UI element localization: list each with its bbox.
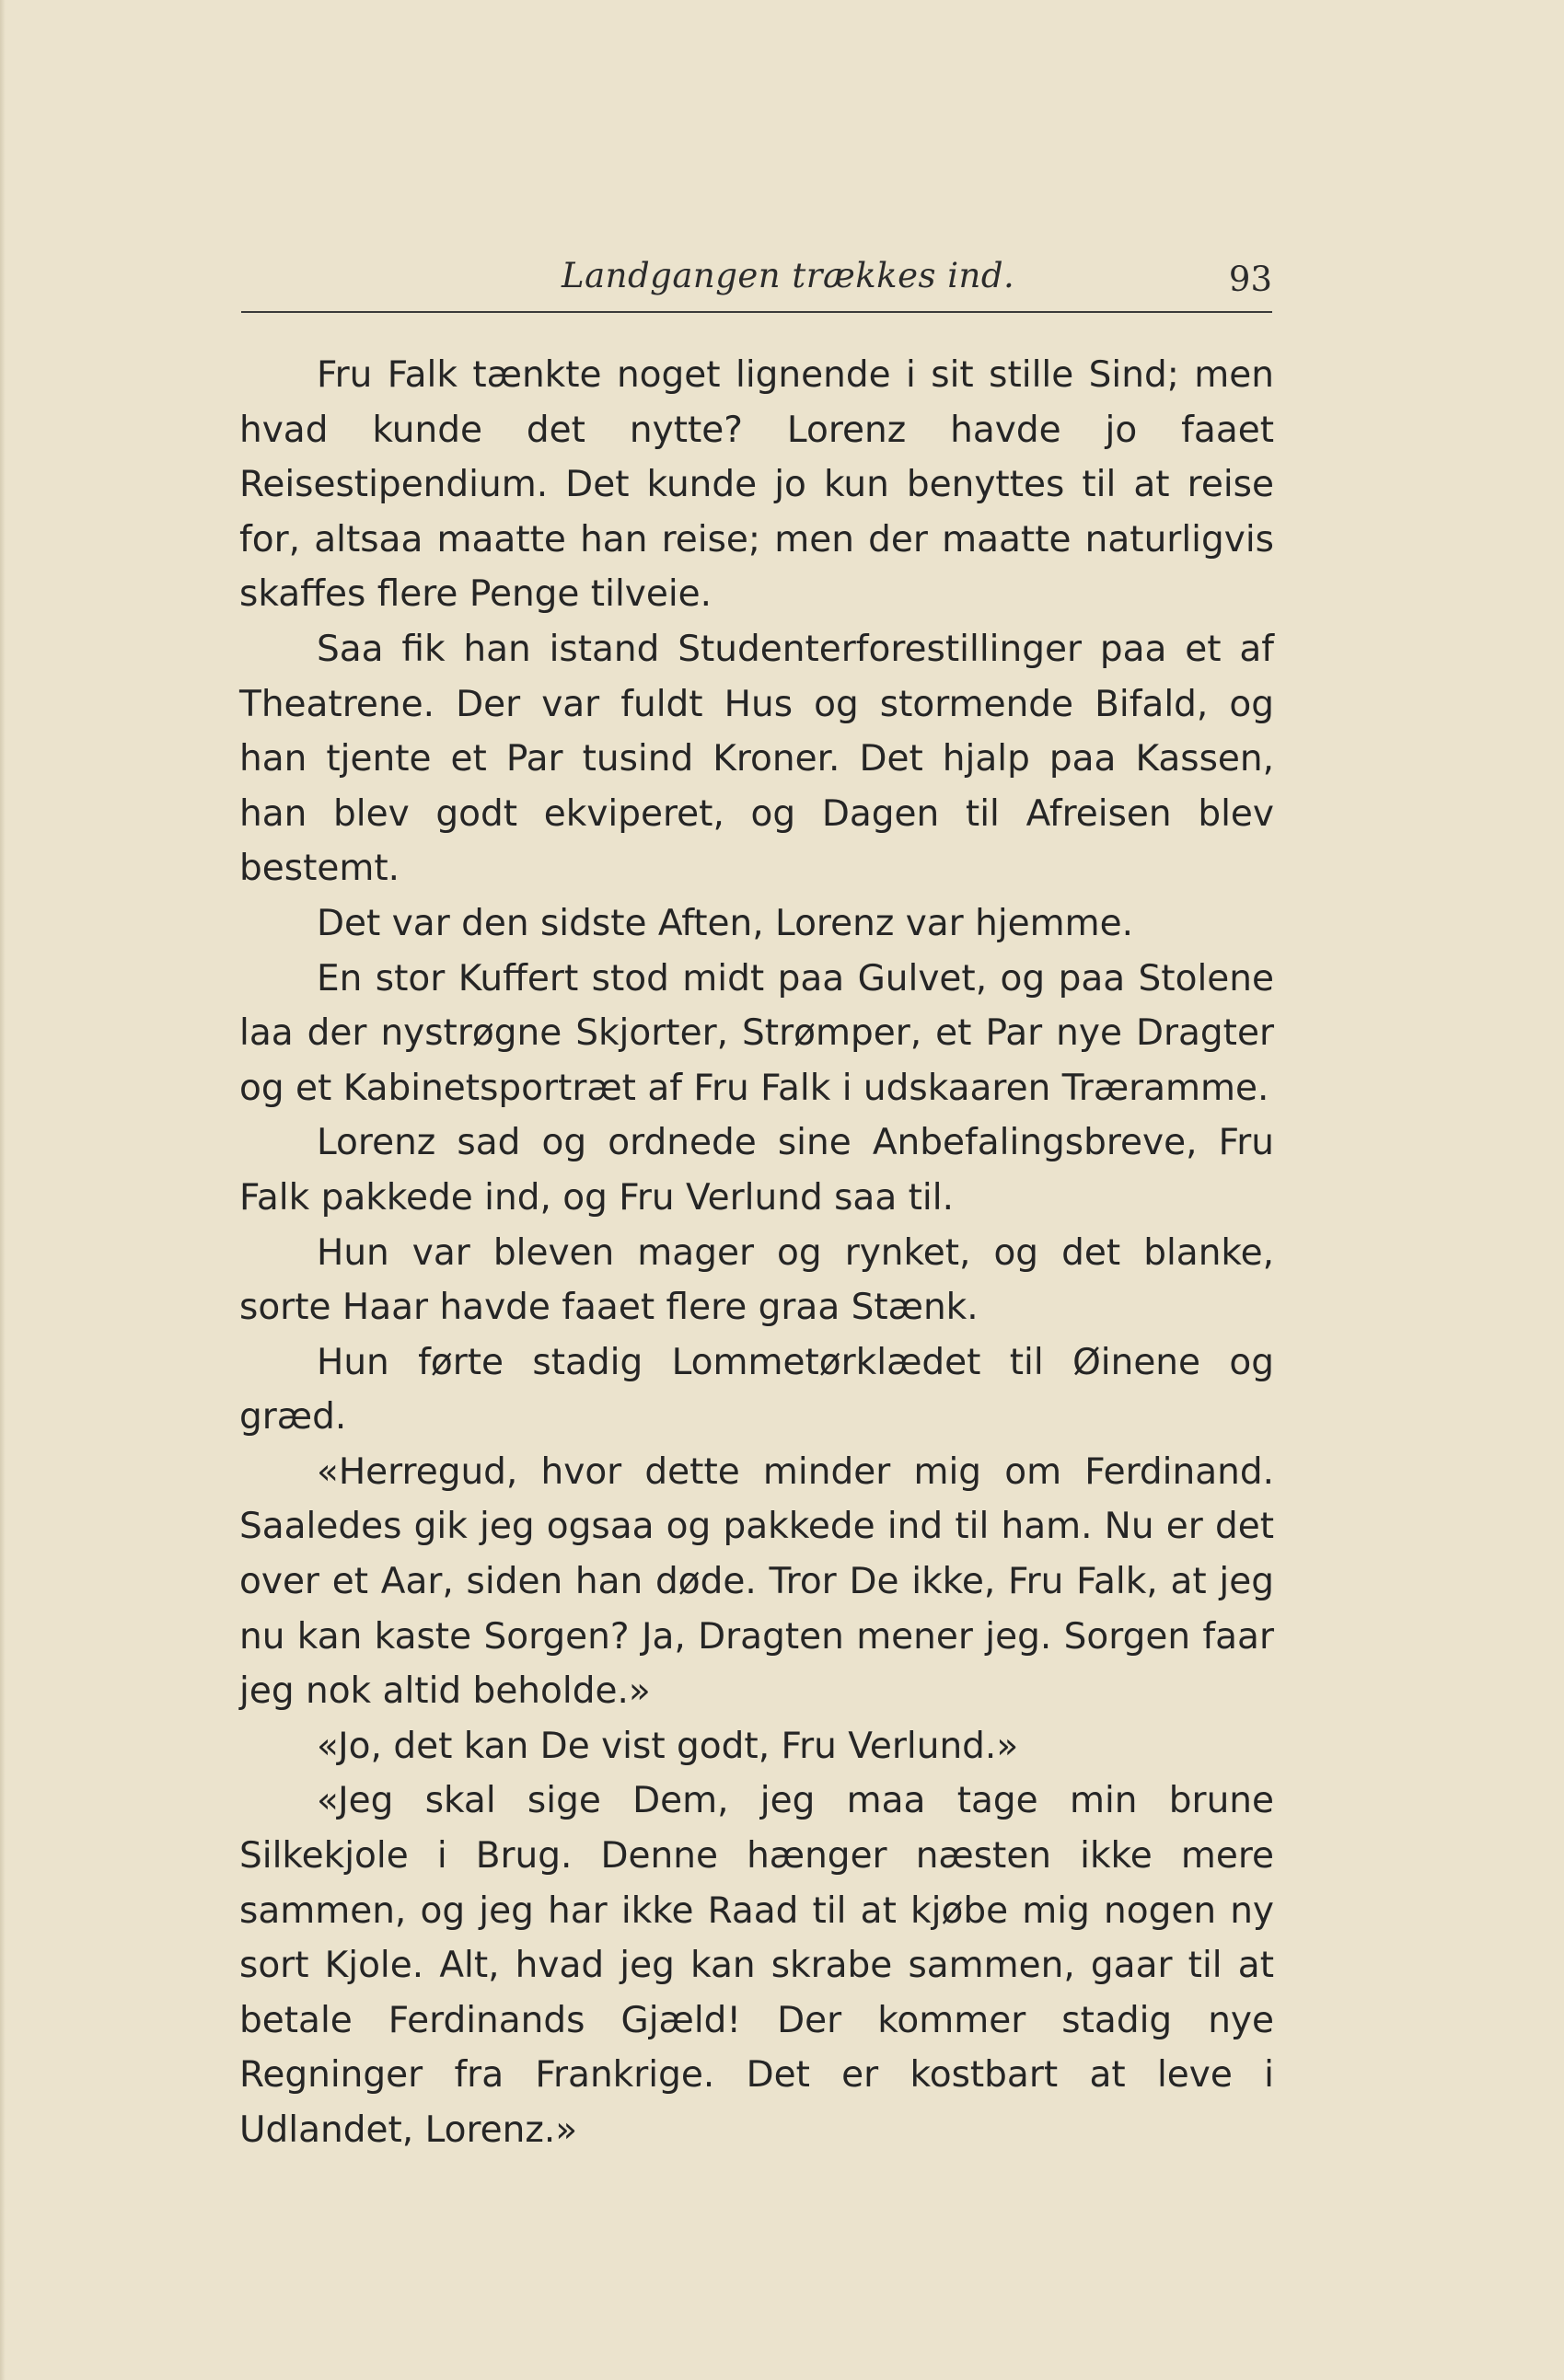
paragraph: Hun var bleven mager og rynket, og det blanke, sorte Haar havde faaet flere graa Stænk. [239, 1231, 1274, 1329]
page-header [241, 256, 1272, 311]
paragraph: «Jeg skal sige Dem, jeg maa tage min brune Silkekjole i Brug. Denne hænger næsten ikke mere sammen, og jeg har ikke Raad til at kjøbe mig nogen ny sort Kjole. Alt, hvad jeg kan skrabe sammen, gaar til at betale Ferdinands Gjæld! Der kommer stadig nye Regninger fra Frankrige. Det er kostbart at leve i Udlandet, Lorenz.» [239, 1780, 1274, 2151]
page-number: 93 [1228, 260, 1272, 299]
paragraph: En stor Kuffert stod midt paa Gulvet, og paa Stolene laa der nystrøgne Skjorter, Strømper, et Par nye Dragter og et Kabinetsportræt af Fru Falk i udskaaren Træramme. [239, 957, 1274, 1109]
paragraph: «Herregud, hvor dette minder mig om Ferdinand. Saaledes gik jeg ogsaa og pakkede ind til ham. Nu er det over et Aar, siden han døde. Tror De ikke, Fru Falk, at jeg nu kan kaste Sorgen? Ja, Dragten mener jeg. Sorgen faar jeg nok altid beholde.» [239, 1450, 1274, 1713]
paragraph: Hun førte stadig Lommetørklædet til Øinene og græd. [239, 1341, 1274, 1438]
paragraph: Saa fik han istand Studenterforestillinger paa et af Theatrene. Der var fuldt Hus og stormende Bifald, og han tjente et Par tusind Kroner. Det hjalp paa Kassen, han blev godt ekviperet, og Dagen til Afreisen blev bestemt. [239, 628, 1274, 890]
body-text [239, 348, 1274, 2158]
paragraph: Det var den sidste Aften, Lorenz var hjemme. [317, 902, 1134, 944]
running-title: Landgangen trækkes ind. [562, 256, 1015, 295]
paragraph: «Jo, det kan De vist godt, Fru Verlund.» [317, 1725, 1019, 1767]
page-edge-shadow [0, 0, 6, 2380]
paragraph: Fru Falk tænkte noget lignende i sit stille Sind; men hvad kunde det nytte? Lorenz havde jo faaet Reisestipendium. Det kunde jo kun benyttes til at reise for, altsaa maatte han reise; men der maatte naturligvis skaffes flere Penge tilveie. [239, 354, 1274, 616]
paragraph: Lorenz sad og ordnede sine Anbefalingsbreve, Fru Falk pakkede ind, og Fru Verlund saa til. [239, 1122, 1274, 1219]
header-rule [241, 311, 1272, 313]
